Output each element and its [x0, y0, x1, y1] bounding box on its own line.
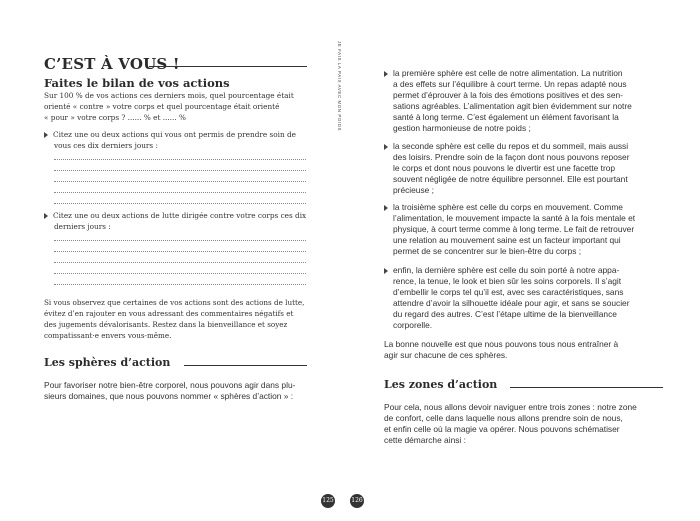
answer-line[interactable] — [54, 192, 306, 193]
intro-line: orienté « contre » votre corps et quel pourcentage était orienté — [44, 102, 280, 112]
bullet-line: permet d’éprouver à la fois des émotions positives et des sen- — [393, 90, 623, 100]
answer-line[interactable] — [54, 284, 306, 285]
bullet-line: gestion harmonieuse de notre poids ; — [393, 123, 531, 133]
body-line: de confort, celle dans laquelle nous allons prendre soin de nous, — [384, 413, 623, 423]
bullet-line: attendre d’avoir la silhouette idéale pour agir, et sans se soucier — [393, 298, 630, 308]
bullet-line: enfin, la dernière sphère est celle du soin porté à notre appa- — [393, 265, 620, 275]
bullet-alimentation — [384, 68, 674, 134]
bullet-line: corporelle. — [393, 320, 433, 330]
advice-line: évitez d’en rajouter en vous adressant des commentaires négatifs et — [44, 309, 294, 318]
triangle-bullet-icon — [384, 205, 388, 211]
section-rule — [510, 387, 663, 388]
triangle-bullet-icon — [384, 71, 388, 77]
conclusion-paragraph — [384, 339, 618, 361]
page-number: 125 — [321, 494, 335, 508]
question-line: derniers jours : — [54, 222, 111, 231]
advice-paragraph — [44, 297, 314, 341]
bullet-line: précieuse ; — [393, 185, 434, 195]
answer-line[interactable] — [54, 181, 306, 182]
zones-paragraph — [384, 402, 637, 446]
answer-line[interactable] — [54, 273, 306, 274]
title-rule — [149, 66, 307, 67]
body-line: agir sur chacune de ces sphères. — [384, 350, 508, 360]
answer-line[interactable] — [54, 203, 306, 204]
bilan-heading: Faites le bilan de vos actions — [44, 76, 230, 90]
triangle-bullet-icon — [44, 132, 48, 138]
section-heading-zones: Les zones d’action — [384, 378, 498, 391]
bullet-repos — [384, 141, 674, 196]
bullet-apparence — [384, 265, 674, 331]
body-line: cette démarche ainsi : — [384, 435, 466, 445]
bullet-line: souvent négligée de notre équilibre personnel. Elle est pourtant — [393, 174, 628, 184]
question-line: vous ces dix derniers jours : — [54, 141, 158, 150]
bullet-line: rence, la tenue, le look et bien sûr les soins corporels. Il s’agit — [393, 276, 622, 286]
answer-line[interactable] — [54, 251, 306, 252]
triangle-bullet-icon — [384, 144, 388, 150]
section-heading-spheres: Les sphères d’action — [44, 356, 171, 369]
intro-line: « pour » votre corps ? ...... % et ...... % — [44, 113, 186, 123]
answer-line[interactable] — [54, 159, 306, 160]
triangle-bullet-icon — [384, 268, 388, 274]
bullet-line: a des effets sur l’équilibre à court terme. Un repas adapté nous — [393, 79, 627, 89]
body-line: Pour favoriser notre bien-être corporel, nous pouvons agir dans plu- — [44, 380, 296, 390]
bullet-line: physique, à court terme comme à long terme. Le fait de retrouver — [393, 224, 635, 234]
body-line: La bonne nouvelle est que nous pouvons tous nous entraîner à — [384, 339, 619, 349]
body-line: Pour cela, nous allons devoir naviguer entre trois zones : notre zone — [384, 402, 637, 412]
bullet-line: d’embellir le corps tel qu’il est, avec ses caractéristiques, sans — [393, 287, 624, 297]
intro-line: Sur 100 % de vos actions ces derniers mois, quel pourcentage était — [44, 91, 294, 100]
answer-line[interactable] — [54, 262, 306, 263]
bullet-line: la troisième sphère est celle du corps en mouvement. Comme — [393, 202, 623, 212]
bullet-line: le corps et dont nous pouvons le divertir est une facette trop — [393, 163, 616, 173]
bullet-line: la seconde sphère est celle du repos et du sommeil, mais aussi — [393, 141, 629, 151]
running-head — [335, 41, 343, 132]
bullet-line: une relation au mouvement saine est un facteur important qui — [393, 235, 621, 245]
running-head-text: JE FAIS LA PAIX AVEC MON POIDS — [337, 41, 342, 132]
intro-paragraph — [44, 90, 314, 124]
bullet-line: l’alimentation, le mouvement impacte la santé à la fois mentale et — [393, 213, 636, 223]
bullet-line: la première sphère est celle de notre alimentation. La nutrition — [393, 68, 623, 78]
bullet-line: santé à long terme. C’est également un élément favorisant la — [393, 112, 619, 122]
bullet-line: du regard des autres. C’est l’étape ultime de la bienveillance — [393, 309, 617, 319]
section-rule — [184, 365, 307, 366]
page-number: 126 — [350, 494, 364, 508]
advice-line: des jugements dévalorisants. Restez dans la bienveillance et soyez — [44, 320, 288, 329]
body-line: sieurs domaines, que nous pouvons nommer « sphères d’action » : — [44, 391, 294, 401]
bullet-line: sations agréables. L’alimentation agit bien évidemment sur notre — [393, 101, 632, 111]
advice-line: Si vous observez que certaines de vos actions sont des actions de lutte, — [44, 298, 305, 307]
page-title: C’EST À VOUS ! — [44, 55, 180, 73]
advice-line: compatissant·e envers vous-même. — [44, 331, 172, 340]
question-line: Citez une ou deux actions qui vous ont permis de prendre soin de — [53, 130, 296, 139]
bullet-line: permet de se concentrer sur le bien-être du corps ; — [393, 246, 582, 256]
bullet-line: des loisirs. Prendre soin de la façon dont nous pouvons reposer — [393, 152, 630, 162]
question-line: Citez une ou deux actions de lutte dirigée contre votre corps ces dix — [53, 211, 307, 220]
answer-line[interactable] — [54, 170, 306, 171]
triangle-bullet-icon — [44, 213, 48, 219]
question-2 — [44, 210, 314, 232]
spheres-intro — [44, 380, 295, 402]
body-line: et enfin celle où la magie va opérer. Nous pouvons schématiser — [384, 424, 620, 434]
answer-line[interactable] — [54, 240, 306, 241]
bullet-mouvement — [384, 202, 674, 257]
question-1 — [44, 129, 314, 151]
